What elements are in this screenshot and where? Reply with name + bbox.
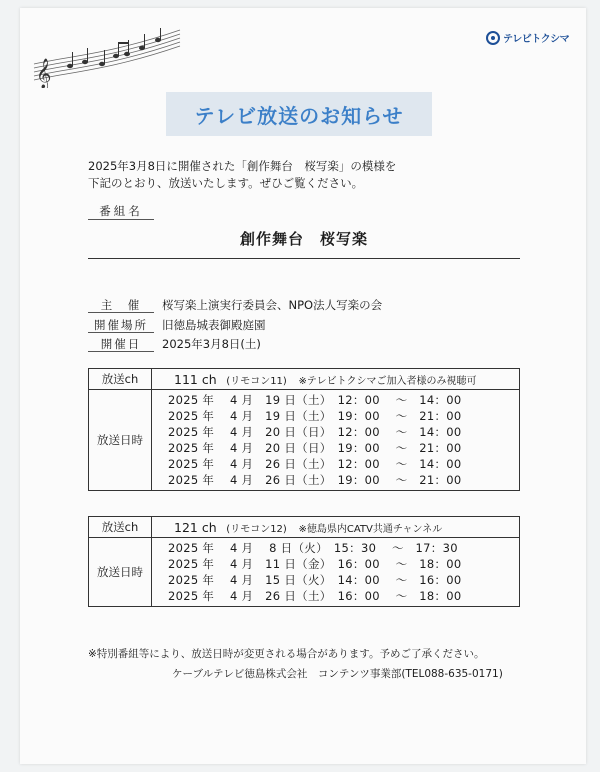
page-title: テレビ放送のお知らせ bbox=[166, 92, 432, 136]
program-underline bbox=[88, 258, 520, 259]
channel-remote: (リモコン11) bbox=[226, 375, 287, 387]
date-line: 2025 年 4 月 26 日（土） 16：00 〜 18：00 bbox=[168, 589, 462, 603]
ch-label: 放送ch bbox=[89, 369, 152, 390]
channel-info bbox=[152, 517, 520, 538]
dates-label: 放送日時 bbox=[89, 538, 152, 607]
info-row-date bbox=[88, 336, 261, 352]
channel-note: ※テレビトクシマご加入者様のみ視聴可 bbox=[298, 375, 477, 387]
info-value: 2025年3月8日(土) bbox=[162, 337, 261, 351]
channel-remote: (リモコン12) bbox=[226, 523, 287, 535]
company-contact: ケーブルテレビ徳島株式会社 コンテンツ事業部(TEL088-635-0171) bbox=[172, 668, 503, 680]
channel-note: ※徳島県内CATV共通チャンネル bbox=[298, 523, 443, 535]
date-list bbox=[152, 538, 520, 607]
svg-text:𝄞: 𝄞 bbox=[36, 59, 52, 88]
date-list bbox=[152, 390, 520, 491]
program-name: 創作舞台 桜写楽 bbox=[239, 230, 368, 248]
schedule-table-121 bbox=[88, 516, 520, 607]
dates-label: 放送日時 bbox=[89, 390, 152, 491]
channel-number: 111 ch bbox=[174, 371, 217, 387]
date-line: 2025 年 4 月 15 日（火） 14：00 〜 16：00 bbox=[168, 573, 462, 587]
logo-text: テレビトクシマ bbox=[503, 34, 570, 45]
intro-line-2: 下記のとおり、放送いたします。ぜひご覧ください。 bbox=[88, 176, 364, 190]
date-line: 2025 年 4 月 19 日（土） 12：00 〜 14：00 bbox=[168, 393, 462, 407]
info-row-organizer bbox=[88, 297, 382, 313]
date-line: 2025 年 4 月 20 日（日） 12：00 〜 14：00 bbox=[168, 425, 462, 439]
info-label: 開催日 bbox=[88, 336, 154, 352]
info-row-venue bbox=[88, 317, 266, 333]
date-line: 2025 年 4 月 26 日（土） 19：00 〜 21：00 bbox=[168, 473, 462, 487]
schedule-table-111 bbox=[88, 368, 520, 491]
info-label: 主 催 bbox=[88, 297, 154, 313]
intro-line-1: 2025年3月8日に開催された「創作舞台 桜写楽」の模様を bbox=[88, 159, 397, 173]
info-value: 桜写楽上演実行委員会、NPO法人写楽の会 bbox=[162, 298, 383, 312]
info-label: 開催場所 bbox=[88, 317, 154, 333]
ch-label: 放送ch bbox=[89, 517, 152, 538]
intro-text bbox=[88, 158, 508, 192]
date-line: 2025 年 4 月 11 日（金） 16：00 〜 18：00 bbox=[168, 557, 462, 571]
channel-number: 121 ch bbox=[174, 519, 217, 535]
date-line: 2025 年 4 月 20 日（日） 19：00 〜 21：00 bbox=[168, 441, 462, 455]
date-line: 2025 年 4 月 8 日（火） 15：30 〜 17：30 bbox=[168, 541, 458, 555]
program-label: 番組名 bbox=[88, 203, 154, 220]
date-line: 2025 年 4 月 26 日（土） 12：00 〜 14：00 bbox=[168, 457, 462, 471]
brand-logo bbox=[486, 30, 569, 45]
channel-info bbox=[152, 369, 520, 390]
date-line: 2025 年 4 月 19 日（土） 19：00 〜 21：00 bbox=[168, 409, 462, 423]
music-staff-icon bbox=[30, 26, 190, 88]
logo-mark-icon bbox=[486, 31, 500, 45]
footnote: ※特別番組等により、放送日時が変更される場合があります。予めご了承ください。 bbox=[88, 648, 485, 660]
info-value: 旧徳島城表御殿庭園 bbox=[162, 318, 266, 332]
